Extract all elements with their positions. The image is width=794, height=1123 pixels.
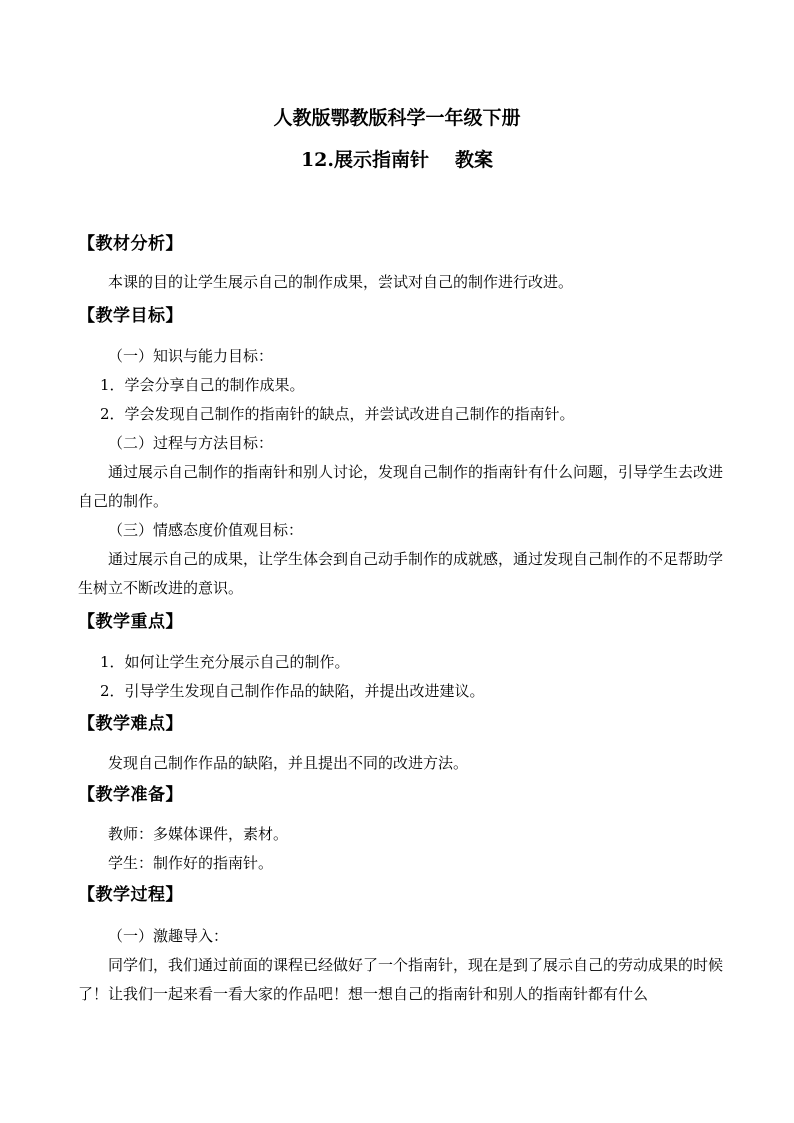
goals-body	[78, 342, 723, 603]
process-step-1-title: （一）激趣导入：	[108, 927, 229, 945]
preparation-body	[78, 820, 723, 878]
section-heading-goals: 【教学目标】	[78, 306, 183, 326]
section-heading-key-points: 【教学重点】	[78, 612, 183, 632]
section-analysis	[78, 232, 723, 256]
goal-3-title: （三）情感态度价值观目标：	[108, 521, 304, 539]
process-body	[78, 922, 723, 1009]
section-heading-process: 【教学过程】	[78, 885, 183, 905]
goal-1-title: （一）知识与能力目标：	[108, 347, 274, 365]
difficulties-text: 发现自己制作作品的缺陷，并且提出不同的改进方法。	[108, 754, 469, 772]
section-key-points	[78, 610, 723, 634]
key-points-body	[78, 648, 723, 706]
section-heading-preparation: 【教学准备】	[78, 785, 183, 805]
lesson-subtitle	[0, 148, 794, 172]
key-point-item-1: 1．如何让学生充分展示自己的制作。	[100, 653, 350, 671]
section-heading-analysis: 【教材分析】	[78, 234, 183, 254]
lesson-name: 12.展示指南针	[300, 149, 430, 171]
analysis-text: 本课的目的让学生展示自己的制作成果，尝试对自己的制作进行改进。	[108, 273, 574, 291]
goal-1-item-2: 2．学会发现自己制作的指南针的缺点，并尝试改进自己制作的指南针。	[100, 405, 575, 423]
section-preparation	[78, 783, 723, 807]
goal-1-item-1: 1．学会分享自己的制作成果。	[100, 376, 305, 394]
difficulties-body	[78, 749, 723, 778]
section-heading-difficulties: 【教学难点】	[78, 714, 183, 734]
lesson-kind: 教案	[455, 149, 494, 171]
preparation-teacher: 教师：多媒体课件，素材。	[108, 825, 289, 843]
goal-3-text: 通过展示自己的成果，让学生体会到自己动手制作的成就感，通过发现自己制作的不足帮助学生树立不断改进的意识。	[78, 550, 724, 597]
document-title: 人教版鄂教版科学一年级下册	[273, 107, 521, 129]
section-goals	[78, 304, 723, 328]
preparation-student: 学生：制作好的指南针。	[108, 854, 274, 872]
key-point-item-2: 2．引导学生发现自己制作作品的缺陷，并提出改进建议。	[100, 682, 485, 700]
section-process	[78, 883, 723, 907]
section-difficulties	[78, 712, 723, 736]
goal-2-text: 通过展示自己制作的指南针和别人讨论，发现自己制作的指南针有什么问题，引导学生去改进自己的制作。	[78, 463, 724, 510]
analysis-body	[78, 268, 723, 297]
process-step-1-text: 同学们，我们通过前面的课程已经做好了一个指南针，现在是到了展示自己的劳动成果的时候了！让我们一起来看一看大家的作品吧！想一想自己的指南针和别人的指南针都有什么	[78, 956, 724, 1003]
goal-2-title: （二）过程与方法目标：	[108, 434, 274, 452]
